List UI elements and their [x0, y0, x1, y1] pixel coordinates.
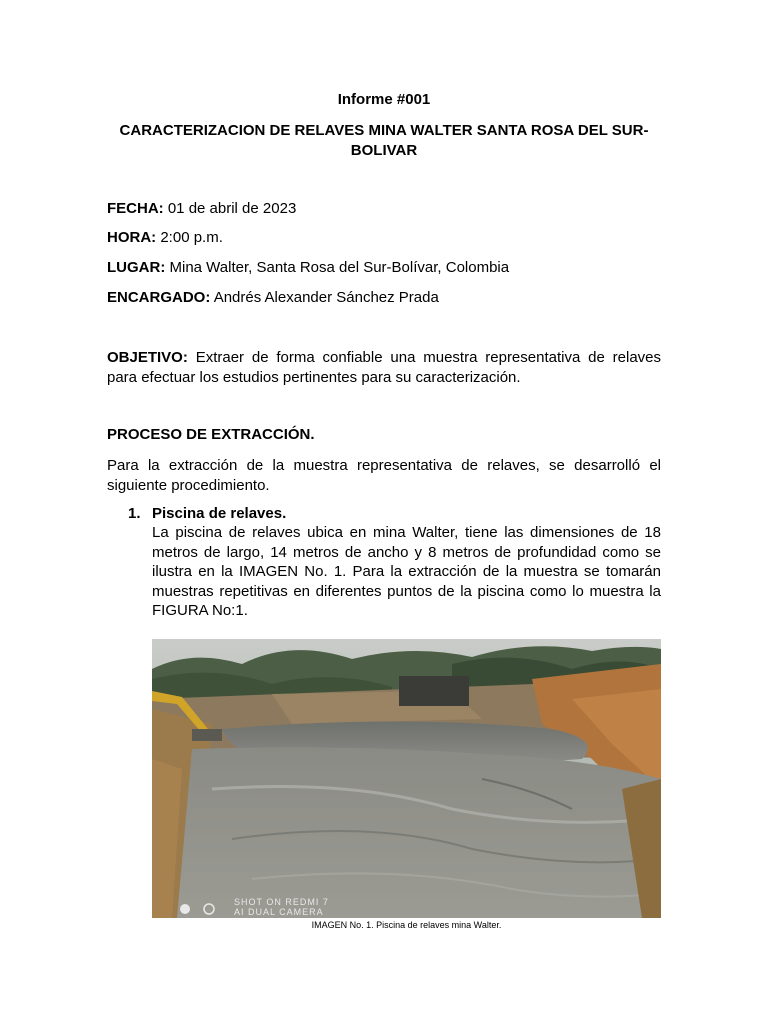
list-item-title: Piscina de relaves.	[152, 505, 287, 522]
fecha-value: 01 de abril de 2023	[167, 200, 297, 217]
objective-text: Extraer de forma confiable una muestra representativa de relaves para efectuar los estudios pertinentes para su caracterización.	[107, 349, 661, 386]
field-lugar	[107, 259, 509, 276]
field-fecha	[107, 200, 296, 217]
process-intro: Para la extracción de la muestra representativa de relaves, se desarrolló el siguiente procedimiento.	[107, 457, 661, 494]
field-encargado	[107, 289, 439, 306]
process-heading: PROCESO DE EXTRACCIÓN.	[107, 426, 315, 443]
lugar-value: Mina Walter, Santa Rosa del Sur-Bolívar, Colombia	[169, 259, 510, 276]
hora-label: HORA:	[107, 229, 157, 246]
tailings-pool-photo	[152, 639, 661, 918]
image-caption: IMAGEN No. 1. Piscina de relaves mina Walter.	[311, 920, 502, 930]
objective-label: OBJETIVO:	[107, 349, 188, 366]
hora-value: 2:00 p.m.	[160, 229, 223, 246]
report-title: CARACTERIZACION DE RELAVES MINA WALTER SANTA ROSA DEL SUR-BOLIVAR	[119, 122, 649, 159]
field-hora	[107, 229, 223, 246]
photo-drawing	[152, 639, 661, 918]
lugar-label: LUGAR:	[107, 259, 166, 276]
fecha-label: FECHA:	[107, 200, 164, 217]
list-item-body: La piscina de relaves ubica en mina Walter, tiene las dimensiones de 18 metros de largo, 14 metros de ancho y 8 metros de profundidad como se ilustra en la IMAGEN No. 1. Para la extracción de la muestra se tomarán muestras repetitivas en diferentes puntos de la piscina como lo muestra la FIGURA No:1.	[152, 524, 661, 619]
report-number: Informe #001	[337, 91, 431, 108]
encargado-value: Andrés Alexander Sánchez Prada	[213, 289, 439, 306]
objective-paragraph	[107, 348, 661, 387]
camera-watermark	[234, 897, 329, 917]
encargado-label: ENCARGADO:	[107, 289, 211, 306]
watermark-line-1: SHOT ON REDMI 7	[234, 897, 329, 907]
list-item-number: 1.	[128, 505, 141, 522]
watermark-line-2: AI DUAL CAMERA	[234, 907, 324, 917]
